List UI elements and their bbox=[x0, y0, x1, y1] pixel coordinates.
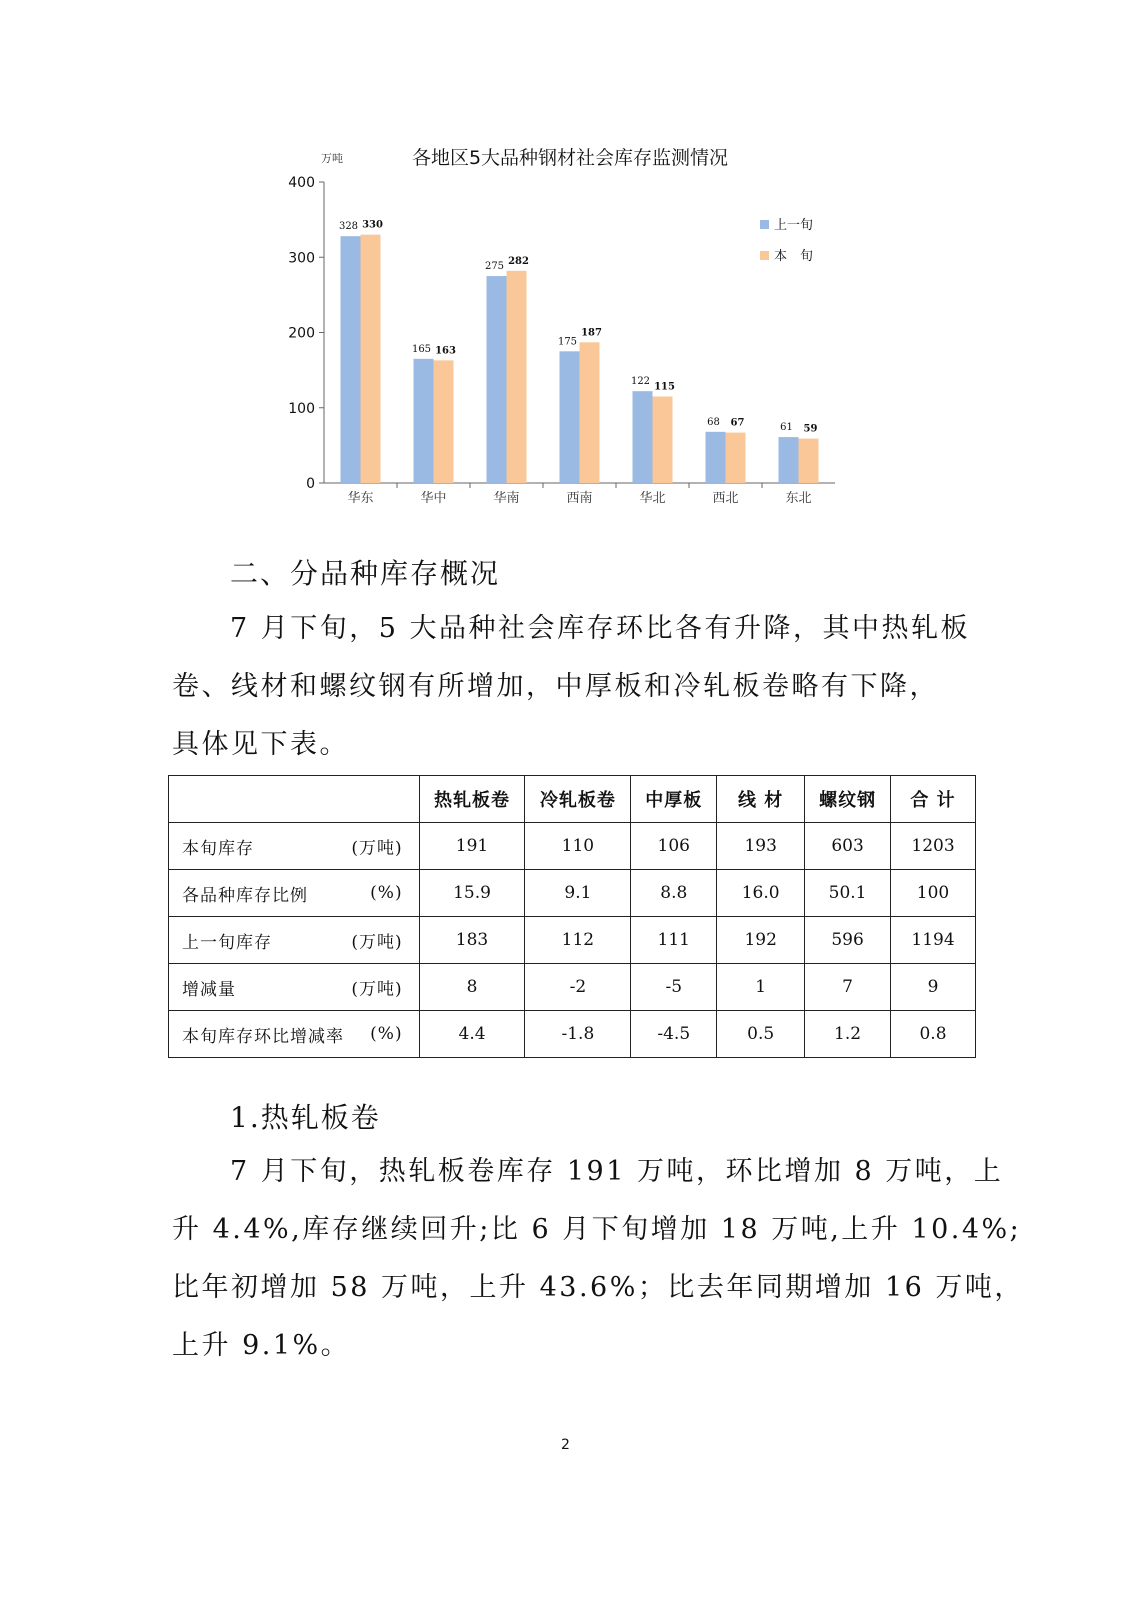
table-cell: 1194 bbox=[891, 917, 976, 964]
x-tick-label: 西北 bbox=[712, 491, 739, 506]
chart-title: 各地区5大品种钢材社会库存监测情况 bbox=[411, 147, 729, 169]
table-header-cell: 合 计 bbox=[891, 776, 976, 823]
table-header-row bbox=[169, 776, 976, 823]
y-tick-label: 400 bbox=[288, 175, 315, 191]
paragraph-hot-rolled bbox=[172, 1143, 1024, 1375]
data-label: 330 bbox=[362, 219, 383, 231]
bar-current bbox=[434, 360, 454, 483]
data-label: 115 bbox=[654, 381, 675, 393]
chart-svg bbox=[280, 140, 850, 520]
table-cell: -4.5 bbox=[631, 1011, 717, 1058]
table-row bbox=[169, 964, 976, 1011]
table-row bbox=[169, 870, 976, 917]
table-header-cell: 线 材 bbox=[717, 776, 805, 823]
table-cell: 15.9 bbox=[419, 870, 525, 917]
data-label: 67 bbox=[730, 417, 745, 429]
bar-current bbox=[361, 235, 381, 483]
table-cell: 191 bbox=[419, 823, 525, 870]
table-cell: -5 bbox=[631, 964, 717, 1011]
table-cell: 8 bbox=[419, 964, 525, 1011]
data-label: 163 bbox=[435, 345, 456, 357]
legend-swatch bbox=[760, 251, 769, 260]
bar-previous bbox=[487, 276, 507, 483]
row-unit: (万吨) bbox=[351, 979, 403, 1000]
data-label: 59 bbox=[803, 423, 818, 435]
x-tick-label: 华南 bbox=[493, 491, 520, 506]
table-header-cell: 热轧板卷 bbox=[419, 776, 525, 823]
bar-previous bbox=[414, 359, 434, 483]
table-cell: 1.2 bbox=[805, 1011, 891, 1058]
table-cell: 4.4 bbox=[419, 1011, 525, 1058]
table-cell: 0.8 bbox=[891, 1011, 976, 1058]
table-cell: 192 bbox=[717, 917, 805, 964]
paragraph-line: 升 4.4%,库存继续回升;比 6 月下旬增加 18 万吨,上升 10.4%; bbox=[172, 1214, 1022, 1245]
paragraph-line: 比年初增加 58 万吨，上升 43.6%；比去年同期增加 16 万吨， bbox=[172, 1272, 1024, 1303]
row-unit: (万吨) bbox=[351, 932, 403, 953]
row-unit: (%) bbox=[370, 883, 403, 903]
bar-current bbox=[653, 396, 673, 483]
y-axis-unit-label: 万吨 bbox=[321, 152, 343, 165]
paragraph-line: 具体见下表。 bbox=[172, 729, 349, 760]
x-tick-label: 华东 bbox=[347, 491, 374, 506]
paragraph-line: 7 月下旬，5 大品种社会库存环比各有升降，其中热轧板 bbox=[230, 613, 971, 644]
table-cell: 16.0 bbox=[717, 870, 805, 917]
table-cell: 111 bbox=[631, 917, 717, 964]
table-cell: 0.5 bbox=[717, 1011, 805, 1058]
table-header-cell: 中厚板 bbox=[631, 776, 717, 823]
table-cell: 603 bbox=[805, 823, 891, 870]
data-label: 68 bbox=[707, 416, 720, 428]
x-tick-label: 西南 bbox=[566, 491, 593, 506]
row-label: 本旬库存 bbox=[182, 838, 254, 859]
bar-previous bbox=[706, 432, 726, 483]
data-label: 122 bbox=[630, 376, 651, 388]
table-cell: -2 bbox=[525, 964, 631, 1011]
table-cell: 106 bbox=[631, 823, 717, 870]
bar-current bbox=[726, 433, 746, 483]
section-heading-variety-overview: 二、分品种库存概况 bbox=[230, 557, 501, 590]
data-label: 187 bbox=[581, 327, 602, 339]
row-label-cell bbox=[169, 1011, 420, 1058]
table-cell: 596 bbox=[805, 917, 891, 964]
row-label-cell bbox=[169, 964, 420, 1011]
data-label: 175 bbox=[557, 336, 578, 348]
table-cell: 50.1 bbox=[805, 870, 891, 917]
data-label: 282 bbox=[508, 255, 529, 267]
row-label: 本旬库存环比增减率 bbox=[182, 1026, 344, 1047]
page-number: 2 bbox=[561, 1437, 570, 1453]
inventory-bar-chart bbox=[280, 140, 850, 520]
table-cell: 8.8 bbox=[631, 870, 717, 917]
table-cell: 7 bbox=[805, 964, 891, 1011]
paragraph-overview bbox=[172, 600, 971, 774]
row-label-cell bbox=[169, 823, 420, 870]
bar-previous bbox=[779, 437, 799, 483]
y-tick-label: 100 bbox=[288, 400, 315, 417]
table-cell: 1 bbox=[717, 964, 805, 1011]
table-cell: -1.8 bbox=[525, 1011, 631, 1058]
table-header-cell bbox=[169, 776, 420, 823]
y-tick-label: 300 bbox=[288, 250, 315, 267]
paragraph-line: 卷、线材和螺纹钢有所增加，中厚板和冷轧板卷略有下降， bbox=[172, 671, 939, 702]
data-label: 61 bbox=[780, 422, 793, 434]
table-row bbox=[169, 917, 976, 964]
table-cell: 193 bbox=[717, 823, 805, 870]
table-header-cell: 螺纹钢 bbox=[805, 776, 891, 823]
x-tick-label: 东北 bbox=[785, 491, 812, 506]
row-label: 上一旬库存 bbox=[182, 932, 272, 953]
row-unit: (%) bbox=[370, 1024, 403, 1044]
bar-current bbox=[580, 342, 600, 483]
y-tick-label: 200 bbox=[288, 325, 315, 342]
table-cell: 110 bbox=[525, 823, 631, 870]
table-cell: 9 bbox=[891, 964, 976, 1011]
legend-label: 本 旬 bbox=[774, 249, 814, 264]
bar-previous bbox=[341, 236, 361, 483]
y-tick-label: 0 bbox=[306, 476, 315, 492]
paragraph-line: 上升 9.1%。 bbox=[172, 1330, 351, 1361]
data-label: 328 bbox=[338, 221, 359, 233]
bar-previous bbox=[560, 351, 580, 483]
x-tick-label: 华中 bbox=[420, 491, 447, 506]
legend-label: 上一旬 bbox=[774, 218, 814, 233]
table-cell: 183 bbox=[419, 917, 525, 964]
table-cell: 9.1 bbox=[525, 870, 631, 917]
row-label: 增减量 bbox=[182, 979, 236, 1000]
table-row bbox=[169, 823, 976, 870]
legend-swatch bbox=[760, 220, 769, 229]
row-unit: (万吨) bbox=[351, 838, 403, 859]
table-cell: 1203 bbox=[891, 823, 976, 870]
x-tick-label: 华北 bbox=[639, 491, 666, 506]
row-label: 各品种库存比例 bbox=[182, 885, 308, 906]
bar-previous bbox=[633, 391, 653, 483]
bar-current bbox=[507, 271, 527, 483]
table-header-cell: 冷轧板卷 bbox=[525, 776, 631, 823]
paragraph-line: 7 月下旬，热轧板卷库存 191 万吨，环比增加 8 万吨，上 bbox=[230, 1156, 1004, 1187]
data-label: 275 bbox=[484, 261, 505, 273]
table-row bbox=[169, 1011, 976, 1058]
row-label-cell bbox=[169, 917, 420, 964]
data-label: 165 bbox=[411, 343, 432, 355]
table-cell: 112 bbox=[525, 917, 631, 964]
table-cell: 100 bbox=[891, 870, 976, 917]
section-heading-hot-rolled: 1.热轧板卷 bbox=[230, 1101, 381, 1134]
inventory-table bbox=[168, 775, 976, 1058]
row-label-cell bbox=[169, 870, 420, 917]
bar-current bbox=[799, 439, 819, 483]
